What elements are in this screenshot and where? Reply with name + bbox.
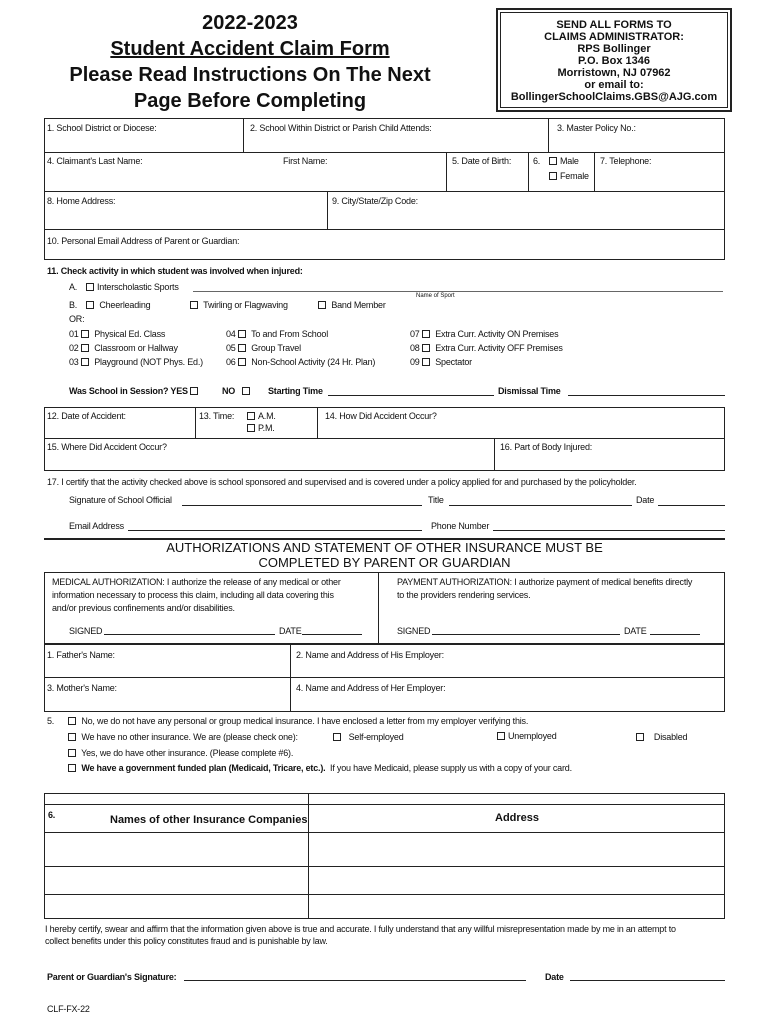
affirmation-line-2: collect benefits under this policy constitutes fraud and is punishable by law. — [45, 936, 328, 946]
parent-email-field[interactable]: 10. Personal Email Address of Parent or Guardian: — [47, 236, 240, 246]
parent-signature-label: Parent or Guardian's Signature: — [47, 972, 177, 982]
activity-01-label: Physical Ed. Class — [94, 329, 166, 339]
school-attends-field[interactable]: 2. School Within District or Parish Child Attends: — [250, 123, 432, 133]
father-employer-field[interactable]: 2. Name and Address of His Employer: — [296, 650, 444, 660]
send-to-email: BollingerSchoolClaims.GBS@AJG.com — [510, 91, 718, 103]
activity-a-label: A. — [69, 282, 78, 292]
authorizations-heading-1: AUTHORIZATIONS AND STATEMENT OF OTHER INSURANCE MUST BE — [166, 540, 603, 555]
activity-05-option[interactable] — [226, 343, 301, 353]
pm-option[interactable] — [247, 423, 275, 433]
how-accident-occur-field[interactable]: 14. How Did Accident Occur? — [325, 411, 437, 421]
form-year: 2022-2023 — [202, 12, 298, 34]
activity-01-checkbox[interactable] — [81, 330, 89, 338]
in-session-yes-checkbox[interactable] — [190, 387, 198, 395]
send-to-line-2: CLAIMS ADMINISTRATOR: — [544, 31, 684, 43]
activity-08-option[interactable] — [410, 343, 563, 353]
send-to-line-5: Morristown, NJ 07962 — [557, 67, 671, 79]
medical-authorization-line-3: and/or previous confinements and/or disabilities. — [52, 603, 235, 613]
insurance-address-header: Address — [495, 812, 540, 824]
unemployed-option[interactable] — [497, 731, 557, 741]
activity-04-option[interactable] — [226, 329, 328, 339]
official-date-line[interactable] — [658, 505, 725, 506]
activity-04-label: To and From School — [251, 329, 329, 339]
starting-time-label: Starting Time — [268, 386, 323, 396]
am-label: A.M. — [258, 411, 276, 421]
activity-04-checkbox[interactable] — [238, 330, 246, 338]
payment-authorization-text — [397, 576, 692, 602]
code-06: 06 — [226, 357, 236, 367]
twirling-checkbox[interactable] — [190, 301, 198, 309]
affirmation-line-1: I hereby certify, swear and affirm that the information given above is true and accurate. I fully understand that any willful misrepresentation made by me in an attempt to — [45, 924, 676, 934]
disabled-checkbox[interactable] — [636, 733, 644, 741]
no-other-insurance-label: We have no other insurance. We are (please check one): — [81, 732, 298, 742]
send-to-line-4: P.O. Box 1346 — [578, 55, 650, 67]
home-address-field[interactable]: 8. Home Address: — [47, 196, 116, 206]
send-to-line-1: SEND ALL FORMS TO — [556, 19, 672, 31]
interscholastic-label: Interscholastic Sports — [97, 282, 179, 292]
dismissal-time-label: Dismissal Time — [498, 386, 561, 396]
parent-date-label: Date — [545, 972, 564, 982]
yes-other-insurance-checkbox[interactable] — [68, 749, 76, 757]
female-option[interactable] — [549, 171, 589, 181]
male-label: Male — [560, 156, 579, 166]
father-name-field[interactable]: 1. Father's Name: — [47, 650, 115, 660]
official-phone-line[interactable] — [493, 530, 725, 531]
question-6-label: 6. — [48, 810, 56, 820]
payment-authorization-line-1: PAYMENT AUTHORIZATION: I authorize payment of medical benefits directly — [397, 577, 693, 587]
no-other-insurance-option[interactable] — [68, 732, 298, 742]
activity-05-checkbox[interactable] — [238, 344, 246, 352]
activity-02-option[interactable] — [69, 343, 178, 353]
medicaid-note: If you have Medicaid, please supply us with a copy of your card. — [330, 763, 572, 773]
code-02: 02 — [69, 343, 79, 353]
official-title-line[interactable] — [449, 505, 632, 506]
school-district-field[interactable]: 1. School District or Diocese: — [47, 123, 157, 133]
no-insurance-checkbox[interactable] — [68, 717, 76, 725]
activity-08-label: Extra Curr. Activity OFF Premises — [435, 343, 563, 353]
parent-signature-line[interactable] — [184, 980, 526, 981]
pm-checkbox[interactable] — [247, 424, 255, 432]
other-insurance-table — [44, 793, 725, 919]
code-09: 09 — [410, 357, 420, 367]
claimant-last-name-field[interactable]: 4. Claimant's Last Name: — [47, 156, 143, 166]
self-employed-option[interactable] — [333, 732, 404, 742]
am-option[interactable] — [247, 411, 276, 421]
yes-other-insurance-option[interactable] — [68, 748, 293, 758]
activity-09-label: Spectator — [435, 357, 472, 367]
or-label: OR: — [69, 314, 85, 324]
official-email-label: Email Address — [69, 521, 124, 531]
authorizations-heading-2: COMPLETED BY PARENT OR GUARDIAN — [258, 555, 511, 570]
disabled-label: Disabled — [653, 732, 688, 742]
medical-date-line[interactable] — [302, 634, 362, 635]
disabled-option[interactable] — [636, 732, 687, 742]
time-field-label: 13. Time: — [199, 411, 235, 421]
no-insurance-option[interactable] — [68, 716, 528, 726]
medical-authorization-line-2: information necessary to process this claim, including all data covering this — [52, 590, 334, 600]
send-to-box — [496, 8, 732, 112]
medical-date-label: DATE — [279, 626, 302, 636]
cheerleading-checkbox[interactable] — [86, 301, 94, 309]
payment-date-line[interactable] — [650, 634, 700, 635]
signature-official-label: Signature of School Official — [69, 495, 172, 505]
code-04: 04 — [226, 329, 236, 339]
cheerleading-option[interactable] — [86, 300, 150, 310]
official-date-label: Date — [636, 495, 655, 505]
medical-signed-label: SIGNED — [69, 626, 103, 636]
activity-06-checkbox[interactable] — [238, 358, 246, 366]
name-of-sport-caption: Name of Sport — [416, 293, 455, 299]
yes-other-insurance-label: Yes, we do have other insurance. (Please complete #6). — [81, 748, 294, 758]
starting-time-line[interactable] — [328, 395, 494, 396]
official-title-label: Title — [428, 495, 444, 505]
twirling-option[interactable] — [190, 300, 288, 310]
activity-06-label: Non-School Activity (24 Hr. Plan) — [251, 357, 376, 367]
male-option[interactable] — [549, 156, 579, 166]
band-checkbox[interactable] — [318, 301, 326, 309]
unemployed-checkbox[interactable] — [497, 732, 505, 740]
date-of-accident-field[interactable]: 12. Date of Accident: — [47, 411, 126, 421]
activity-03-option[interactable] — [69, 357, 203, 367]
activity-06-option[interactable] — [226, 357, 375, 367]
payment-authorization-line-2: to the providers rendering services. — [397, 590, 531, 600]
code-03: 03 — [69, 357, 79, 367]
certify-statement: 17. I certify that the activity checked above is school sponsored and supervised and is covered under a policy applied for and purchased by the policyholder. — [47, 477, 637, 487]
activity-01-option[interactable] — [69, 329, 165, 339]
master-policy-field[interactable]: 3. Master Policy No.: — [557, 123, 636, 133]
first-name-field[interactable]: First Name: — [283, 156, 328, 166]
payment-signed-line[interactable] — [432, 634, 620, 635]
activity-02-checkbox[interactable] — [81, 344, 89, 352]
payment-signed-label: SIGNED — [397, 626, 431, 636]
activity-05-label: Group Travel — [251, 343, 301, 353]
activity-02-label: Classroom or Hallway — [94, 343, 178, 353]
no-insurance-label: No, we do not have any personal or group medical insurance. I have enclosed a letter from my employer verifying this. — [81, 716, 529, 726]
am-checkbox[interactable] — [247, 412, 255, 420]
code-05: 05 — [226, 343, 236, 353]
activity-07-checkbox[interactable] — [422, 330, 430, 338]
gov-plan-option[interactable] — [68, 763, 572, 773]
official-email-line[interactable] — [128, 530, 422, 531]
form-subtitle-2: Page Before Completing — [133, 90, 367, 112]
affirmation-text — [45, 923, 676, 947]
code-01: 01 — [69, 329, 79, 339]
activity-03-label: Playground (NOT Phys. Ed.) — [94, 357, 203, 367]
signature-official-line[interactable] — [182, 505, 422, 506]
gov-plan-checkbox[interactable] — [68, 764, 76, 772]
mother-employer-field[interactable]: 4. Name and Address of Her Employer: — [296, 683, 446, 693]
where-accident-occur-field[interactable]: 15. Where Did Accident Occur? — [47, 442, 167, 452]
activity-08-checkbox[interactable] — [422, 344, 430, 352]
activity-07-label: Extra Curr. Activity ON Premises — [435, 329, 559, 339]
female-label: Female — [560, 171, 589, 181]
question-5-label: 5. — [47, 716, 55, 726]
sport-name-line[interactable] — [193, 291, 723, 292]
telephone-field[interactable]: 7. Telephone: — [600, 156, 652, 166]
in-session-yes-label: Was School in Session? YES — [69, 386, 188, 396]
in-session-no-label: NO — [222, 386, 236, 396]
in-session-no-checkbox[interactable] — [242, 387, 250, 395]
activity-heading: 11. Check activity in which student was involved when injured: — [47, 266, 303, 276]
form-subtitle-1: Please Read Instructions On The Next — [69, 64, 431, 86]
in-session-no-option[interactable] — [222, 386, 253, 396]
activity-b-label: B. — [69, 300, 78, 310]
official-phone-label: Phone Number — [431, 521, 490, 531]
mother-name-field[interactable]: 3. Mother's Name: — [47, 683, 117, 693]
body-part-injured-field[interactable]: 16. Part of Body Injured: — [500, 442, 593, 452]
female-checkbox[interactable] — [549, 172, 557, 180]
send-to-line-3: RPS Bollinger — [577, 43, 651, 55]
activity-09-checkbox[interactable] — [422, 358, 430, 366]
activity-07-option[interactable] — [410, 329, 558, 339]
form-code: CLF-FX-22 — [47, 1004, 90, 1014]
interscholastic-checkbox[interactable] — [86, 283, 94, 291]
date-of-birth-field[interactable]: 5. Date of Birth: — [452, 156, 512, 166]
activity-09-option[interactable] — [410, 357, 472, 367]
band-option[interactable] — [318, 300, 386, 310]
self-employed-label: Self-employed — [348, 732, 404, 742]
sex-field-label: 6. — [533, 156, 541, 166]
male-checkbox[interactable] — [549, 157, 557, 165]
twirling-label: Twirling or Flagwaving — [203, 300, 288, 310]
pm-label: P.M. — [258, 423, 275, 433]
code-08: 08 — [410, 343, 420, 353]
parent-date-line[interactable] — [570, 980, 725, 981]
self-employed-checkbox[interactable] — [333, 733, 341, 741]
dismissal-time-line[interactable] — [568, 395, 725, 396]
unemployed-label: Unemployed — [508, 731, 557, 741]
medical-authorization-text — [52, 576, 341, 615]
medical-authorization-line-1: MEDICAL AUTHORIZATION: I authorize the release of any medical or other — [52, 577, 341, 587]
form-title: Student Accident Claim Form — [110, 38, 390, 60]
no-other-insurance-checkbox[interactable] — [68, 733, 76, 741]
payment-date-label: DATE — [624, 626, 647, 636]
insurance-companies-header: Names of other Insurance Companies — [110, 814, 308, 826]
gov-plan-label: We have a government funded plan (Medicaid, Tricare, etc.). — [81, 763, 326, 773]
interscholastic-option[interactable] — [86, 282, 179, 292]
school-in-session-question[interactable] — [69, 386, 201, 396]
medical-signed-line[interactable] — [104, 634, 275, 635]
activity-03-checkbox[interactable] — [81, 358, 89, 366]
city-state-zip-field[interactable]: 9. City/State/Zip Code: — [332, 196, 418, 206]
code-07: 07 — [410, 329, 420, 339]
send-to-line-6: or email to: — [584, 79, 644, 91]
band-label: Band Member — [331, 300, 386, 310]
cheerleading-label: Cheerleading — [99, 300, 151, 310]
